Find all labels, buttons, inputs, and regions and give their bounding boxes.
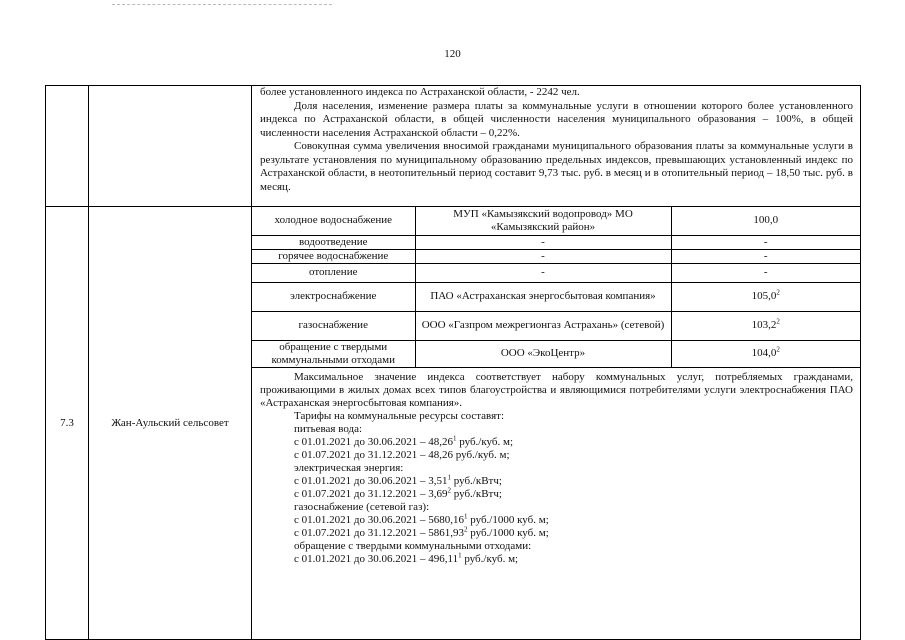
rate-unit: руб./кВтч; bbox=[450, 474, 502, 487]
index-number: 103,2 bbox=[751, 319, 777, 331]
service-name: электроснабжение bbox=[252, 282, 415, 311]
tariff-rate bbox=[260, 550, 853, 566]
tariff-group-title: обращение с твердыми коммунальными отходами: bbox=[294, 539, 532, 552]
page-number: 120 bbox=[444, 48, 461, 60]
provider-name: ООО «Газпром межрегионгаз Астрахань» (сетевой) bbox=[415, 311, 671, 340]
tariff-group-title: питьевая вода: bbox=[294, 422, 363, 435]
max-index-note: Максимальное значение индекса соответствует набору коммунальных услуг, потребляемых гражданами, проживающими в жилых домах всех типов благоустройства и являющимися потребителями услуги электроснабжения ПАО «Астраханская энергосбытовая компания». bbox=[260, 370, 853, 409]
rate-period: с 01.01.2021 до 30.06.2021 – bbox=[294, 474, 429, 487]
service-name: отопление bbox=[252, 263, 415, 282]
provider-name: ООО «ЭкоЦентр» bbox=[415, 340, 671, 367]
footnote-ref: 2 bbox=[447, 485, 451, 494]
service-row bbox=[252, 207, 860, 235]
rate-unit: руб./куб. м; bbox=[456, 435, 514, 448]
rate-value: 3,69 bbox=[428, 487, 448, 500]
rate-unit: руб./куб. м; bbox=[461, 552, 519, 565]
service-name: холодное водоснабжение bbox=[252, 207, 415, 235]
index-value bbox=[671, 311, 860, 340]
tariff-rate bbox=[260, 511, 853, 527]
index-value bbox=[671, 263, 860, 282]
service-name: обращение с твердыми коммунальными отходами bbox=[252, 340, 415, 367]
rate-value: 48,26 bbox=[428, 448, 453, 461]
index-number: 100,0 bbox=[753, 214, 779, 227]
continued-text-cell bbox=[252, 86, 861, 207]
footnote-ref: 1 bbox=[447, 472, 451, 481]
tariff-rate bbox=[260, 433, 853, 449]
rate-period: с 01.01.2021 до 30.06.2021 – bbox=[294, 435, 429, 448]
footnote-ref: 1 bbox=[458, 550, 462, 559]
tariff-rate bbox=[260, 472, 853, 488]
rate-period: с 01.01.2021 до 30.06.2021 – bbox=[294, 513, 429, 526]
rate-value: 5680,16 bbox=[428, 513, 464, 526]
tariff-rate bbox=[260, 524, 853, 540]
index-value bbox=[671, 249, 860, 263]
index-number: 104,0 bbox=[751, 347, 777, 359]
provider-name: - bbox=[415, 235, 671, 249]
provider-name: - bbox=[415, 249, 671, 263]
service-row bbox=[252, 282, 860, 311]
rate-period: с 01.07.2021 до 31.12.2021 – bbox=[294, 448, 429, 461]
index-value bbox=[671, 340, 860, 367]
rate-value: 496,11 bbox=[428, 552, 459, 565]
service-row bbox=[252, 249, 860, 263]
rate-unit: руб./1000 куб. м; bbox=[467, 526, 549, 539]
rate-unit: руб./кВтч; bbox=[450, 487, 502, 500]
continued-num-cell bbox=[46, 86, 89, 207]
tariff-rate bbox=[260, 449, 853, 462]
rate-period: с 01.07.2021 до 31.12.2021 – bbox=[294, 487, 429, 500]
section-row bbox=[46, 207, 861, 640]
rate-value: 48,26 bbox=[428, 435, 453, 448]
section-number: 7.3 bbox=[46, 207, 89, 640]
rate-period: с 01.07.2021 до 31.12.2021 – bbox=[294, 526, 429, 539]
rate-value: 5861,93 bbox=[428, 526, 464, 539]
continued-row bbox=[46, 86, 861, 207]
services-table bbox=[252, 207, 860, 368]
index-number: - bbox=[763, 235, 768, 248]
rate-period: с 01.01.2021 до 30.06.2021 – bbox=[294, 552, 429, 565]
rate-unit: руб./куб. м; bbox=[452, 448, 510, 461]
tariff-groups bbox=[260, 423, 853, 566]
footnote-ref: 2 bbox=[463, 524, 468, 533]
index-number: - bbox=[763, 266, 768, 278]
service-row bbox=[252, 263, 860, 282]
tariffs-intro: Тарифы на коммунальные ресурсы составят: bbox=[294, 409, 505, 422]
continued-name-cell bbox=[89, 86, 252, 207]
rate-unit: руб./1000 куб. м; bbox=[467, 513, 549, 526]
paragraph: более установленного индекса по Астраханской области, - 2242 чел. bbox=[260, 86, 580, 98]
service-name: водоотведение bbox=[252, 235, 415, 249]
index-value bbox=[671, 282, 860, 311]
provider-name: МУП «Камызякский водопровод» МО «Камызякский район» bbox=[415, 207, 671, 235]
document-table bbox=[45, 85, 861, 640]
index-number: 105,0 bbox=[751, 290, 777, 302]
footnote-ref: 2 bbox=[776, 345, 780, 354]
tariffs-block bbox=[252, 368, 860, 566]
service-name: газоснабжение bbox=[252, 311, 415, 340]
section-name: Жан-Аульский сельсовет bbox=[89, 207, 252, 640]
service-row bbox=[252, 235, 860, 249]
section-content-cell bbox=[252, 207, 861, 640]
service-row bbox=[252, 340, 860, 367]
provider-name: ПАО «Астраханская энергосбытовая компания» bbox=[415, 282, 671, 311]
rate-value: 3,51 bbox=[428, 474, 448, 487]
footnote-ref: 2 bbox=[776, 288, 780, 297]
paragraph: Доля населения, изменение размера платы за коммунальные услуги в отношении которого более установленного индекса по Астраханской области, в общей численности населения муниципального образования – 100%, в общей численности населения Астраханской области – 0,22%. bbox=[260, 99, 853, 139]
tariff-group-title: газоснабжение (сетевой газ): bbox=[294, 500, 430, 513]
footnote-ref: 1 bbox=[463, 511, 468, 520]
footnote-ref: 1 bbox=[452, 433, 457, 442]
tariff-rate bbox=[260, 485, 853, 501]
footnote-ref: 2 bbox=[776, 317, 780, 326]
provider-name: - bbox=[415, 263, 671, 282]
index-number: - bbox=[763, 249, 768, 262]
service-name: горячее водоснабжение bbox=[252, 249, 415, 263]
tariff-group-title: электрическая энергия: bbox=[294, 461, 404, 474]
paragraph: Совокупная сумма увеличения вносимой гражданами муниципального образования платы за коммунальные услуги в результате установления по муниципальному образованию предельных индексов, превышающих установленный индекс по Астраханской области, в неотопительный период составит 9,73 тыс. руб. в месяц и в отопительный период – 18,50 тыс. руб. в месяц. bbox=[260, 140, 853, 193]
index-value bbox=[671, 207, 860, 235]
service-row bbox=[252, 311, 860, 340]
scan-artifact bbox=[112, 4, 332, 6]
index-value bbox=[671, 235, 860, 249]
